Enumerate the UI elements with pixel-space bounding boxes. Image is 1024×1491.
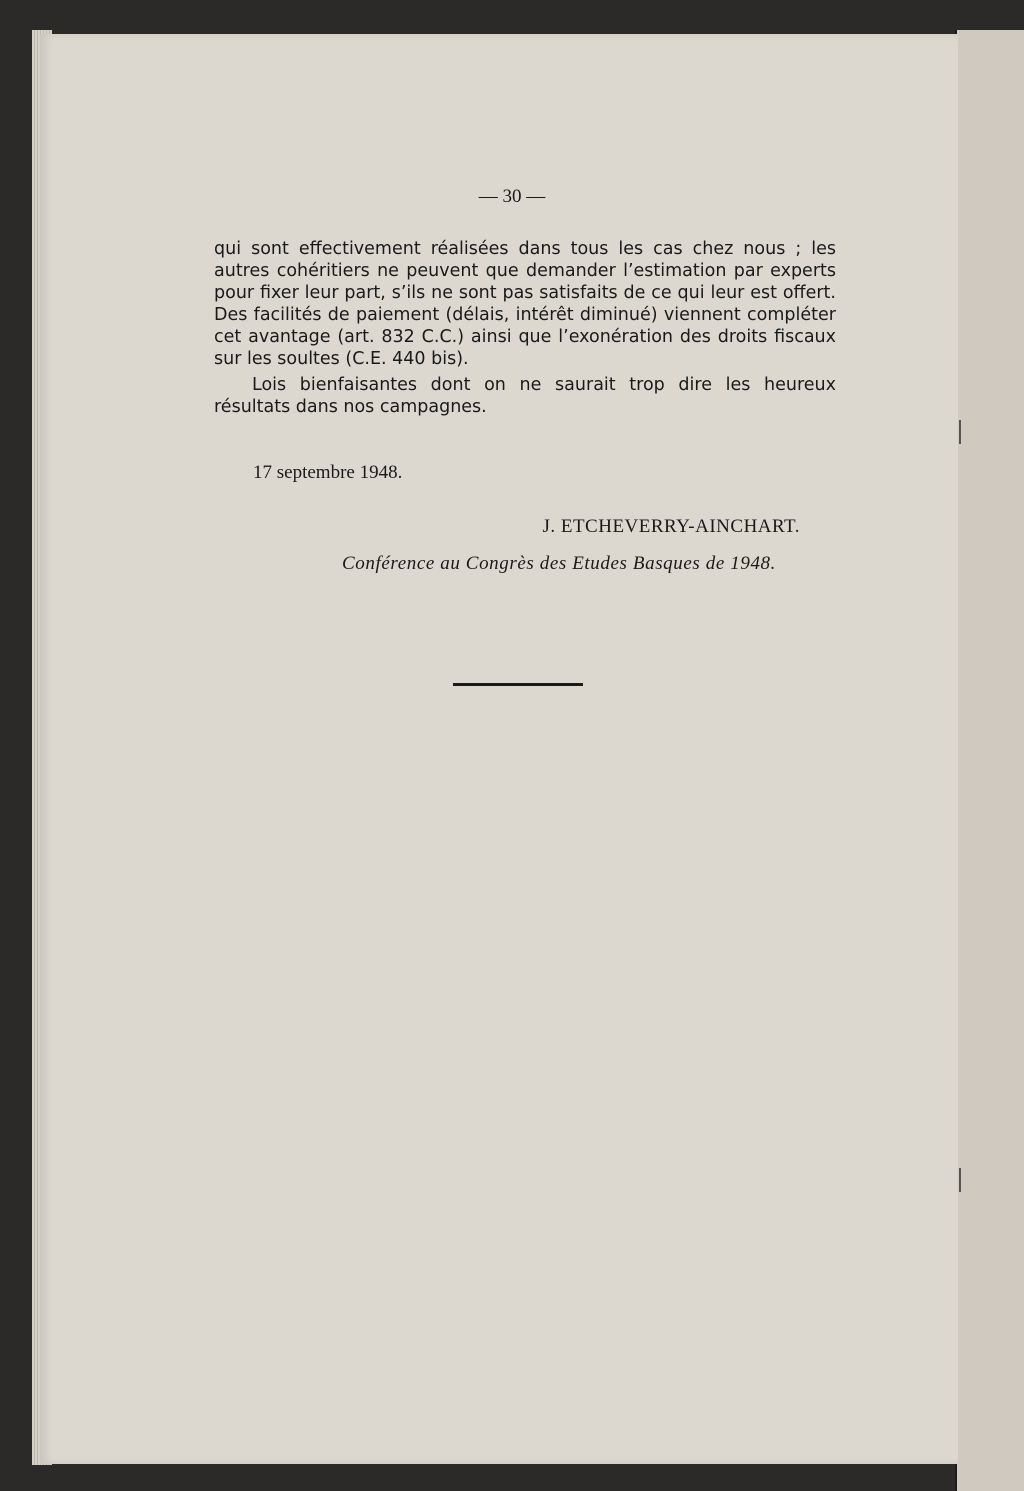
date-line: 17 septembre 1948. — [253, 462, 403, 483]
source-note: Conférence au Congrès des Etudes Basques de 1948. — [342, 553, 776, 574]
binding-mark — [959, 1168, 961, 1192]
binding-mark — [959, 420, 961, 444]
paragraph-2: Lois bienfaisantes dont on ne saurait trop dire les heureux résultats dans nos campagnes. — [214, 375, 836, 417]
body-text — [214, 238, 836, 418]
paragraph-1: qui sont effectivement réalisées dans tous les cas chez nous ; les autres cohéritiers ne peuvent que demander l’estimation par experts pour fixer leur part, s’ils ne sont pas satisfaits de ce qui leur est offert. Des facilités de paiement (délais, intérêt diminué) viennent compléter cet avantage (art. 832 C.C.) ainsi que l’exonération des droits fiscaux sur les soultes (C.E. 440 bis). — [214, 239, 836, 369]
adjacent-page — [955, 30, 1024, 1491]
page-number: — 30 — — [478, 186, 546, 207]
section-rule — [453, 683, 583, 686]
author-signature: J. ETCHEVERRY-AINCHART. — [542, 516, 800, 537]
